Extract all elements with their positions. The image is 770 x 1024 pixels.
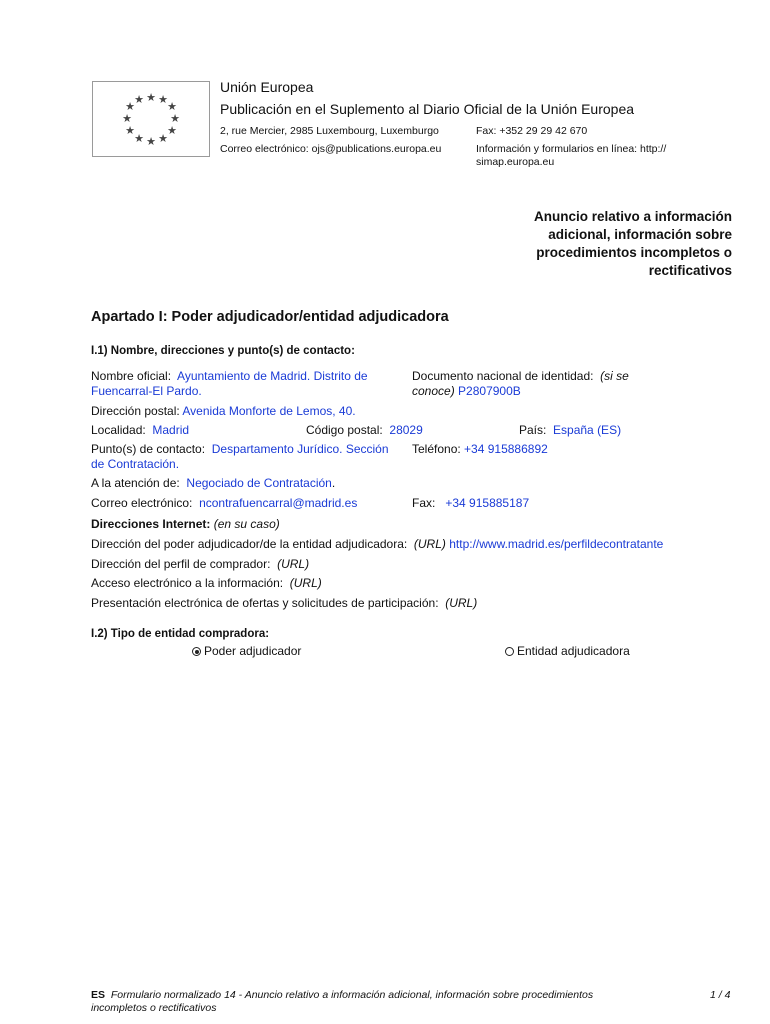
- national-id-field: [412, 369, 672, 399]
- header-org: Unión Europea: [220, 79, 314, 95]
- footer-lang: ES: [91, 989, 106, 1001]
- footer-text-2: incompletos o rectificativos: [91, 1002, 217, 1014]
- svg-text:★: ★: [134, 94, 144, 106]
- option-authority-label: Poder adjudicador: [204, 644, 302, 658]
- e-submission-label: Presentación electrónica de ofertas y solicitudes de participación:: [91, 596, 439, 610]
- header-info: Información y formularios en línea: http://: [476, 143, 667, 155]
- url-tag: (URL): [413, 537, 446, 551]
- option-contracting-entity[interactable]: [505, 644, 630, 659]
- locality-field: [91, 423, 189, 438]
- contact-value: Despartamento Jurídico. Sección: [211, 442, 389, 456]
- header-email: Correo electrónico: ojs@publications.europa.eu: [220, 143, 442, 155]
- attention-dot: .: [331, 476, 336, 490]
- fax-value: +34 915885187: [445, 496, 530, 510]
- phone-field: [412, 442, 548, 457]
- section-i1-title: I.1) Nombre, direcciones y punto(s) de contacto:: [91, 345, 355, 357]
- national-id-note: (si se: [600, 369, 629, 383]
- email-link[interactable]: ncontrafuencarral@madrid.es: [199, 496, 358, 510]
- official-name-value-2: Fuencarral-El Pardo.: [91, 384, 202, 398]
- buyer-profile-label: Dirección del perfil de comprador:: [91, 557, 271, 571]
- notice-title-line: procedimientos incompletos o: [536, 245, 732, 260]
- postcode-label: Código postal:: [306, 423, 383, 437]
- postal-label: Dirección postal:: [91, 404, 180, 418]
- url-tag: (URL): [277, 557, 310, 571]
- locality-value: Madrid: [152, 423, 190, 437]
- locality-label: Localidad:: [91, 423, 146, 437]
- e-access-label: Acceso electrónico a la información:: [91, 576, 284, 590]
- country-label: País:: [519, 423, 547, 437]
- fax-field: [412, 496, 529, 511]
- page-number: 1 / 4: [710, 989, 731, 1001]
- phone-value: +34 915886892: [464, 442, 548, 456]
- option-contracting-authority[interactable]: [192, 644, 301, 659]
- section-title: Apartado I: Poder adjudicador/entidad adjudicadora: [91, 309, 449, 325]
- svg-text:★: ★: [158, 94, 168, 106]
- authority-url-field: [91, 537, 663, 552]
- internet-label: Direcciones Internet:: [91, 517, 211, 531]
- svg-text:★: ★: [167, 101, 177, 113]
- buyer-profile-field: [91, 557, 309, 572]
- official-name-field: [91, 369, 401, 399]
- email-label: Correo electrónico:: [91, 496, 193, 510]
- internet-note: (en su caso): [213, 517, 280, 531]
- eu-stars-icon: [93, 82, 209, 156]
- notice-title-line: Anuncio relativo a información: [533, 209, 732, 224]
- contact-label: Punto(s) de contacto:: [91, 442, 206, 456]
- official-name-value: Ayuntamiento de Madrid. Distrito de: [177, 369, 368, 383]
- postal-address-field: [91, 404, 356, 419]
- header-fax: Fax: +352 29 29 42 670: [476, 125, 588, 137]
- svg-text:★: ★: [122, 113, 132, 125]
- authority-url-label: Dirección del poder adjudicador/de la entidad adjudicadora:: [91, 537, 408, 551]
- svg-text:★: ★: [146, 92, 156, 104]
- section-i2-title: I.2) Tipo de entidad compradora:: [91, 628, 270, 640]
- phone-label: Teléfono:: [412, 442, 461, 456]
- header-address: 2, rue Mercier, 2985 Luxembourg, Luxemburgo: [220, 125, 439, 137]
- postal-value: Avenida Monforte de Lemos, 40.: [182, 404, 356, 418]
- header-info-url: simap.europa.eu: [476, 156, 555, 168]
- attention-field: [91, 476, 335, 491]
- notice-title: [472, 208, 732, 280]
- e-access-field: [91, 576, 322, 591]
- svg-text:★: ★: [125, 101, 135, 113]
- attention-value: Negociado de Contratación: [186, 476, 332, 490]
- svg-text:★: ★: [158, 133, 168, 145]
- footer-text: Formulario normalizado 14 - Anuncio relativo a información adicional, información sobre procedimientos: [110, 989, 594, 1001]
- eu-flag-logo: [92, 81, 210, 157]
- header-publication: Publicación en el Suplemento al Diario Oficial de la Unión Europea: [220, 101, 635, 117]
- page-footer: [91, 989, 651, 1015]
- notice-title-line: rectificativos: [648, 263, 732, 278]
- contact-point-field: [91, 442, 413, 472]
- fax-label: Fax:: [412, 496, 436, 510]
- svg-text:★: ★: [134, 133, 144, 145]
- postcode-value: 28029: [389, 423, 423, 437]
- svg-text:★: ★: [167, 125, 177, 137]
- attention-label: A la atención de:: [91, 476, 180, 490]
- svg-text:★: ★: [170, 113, 180, 125]
- radio-checked-icon[interactable]: [192, 647, 201, 656]
- authority-url-link[interactable]: http://www.madrid.es/perfildecontratante: [449, 537, 664, 551]
- notice-title-line: adicional, información sobre: [548, 227, 732, 242]
- national-id-label: Documento nacional de identidad:: [412, 369, 594, 383]
- country-value: España (ES): [553, 423, 622, 437]
- official-name-label: Nombre oficial:: [91, 369, 172, 383]
- svg-text:★: ★: [125, 125, 135, 137]
- e-submission-field: [91, 596, 477, 611]
- postcode-field: [306, 423, 423, 438]
- radio-unchecked-icon[interactable]: [505, 647, 514, 656]
- national-id-value: P2807900B: [458, 384, 521, 398]
- internet-heading: [91, 517, 280, 532]
- national-id-note-2: conoce): [412, 384, 455, 398]
- url-tag: (URL): [289, 576, 322, 590]
- svg-text:★: ★: [146, 136, 156, 148]
- url-tag: (URL): [445, 596, 478, 610]
- option-entity-label: Entidad adjudicadora: [517, 644, 630, 658]
- country-field: [519, 423, 621, 438]
- contact-value-2: de Contratación.: [91, 457, 180, 471]
- email-field: [91, 496, 357, 511]
